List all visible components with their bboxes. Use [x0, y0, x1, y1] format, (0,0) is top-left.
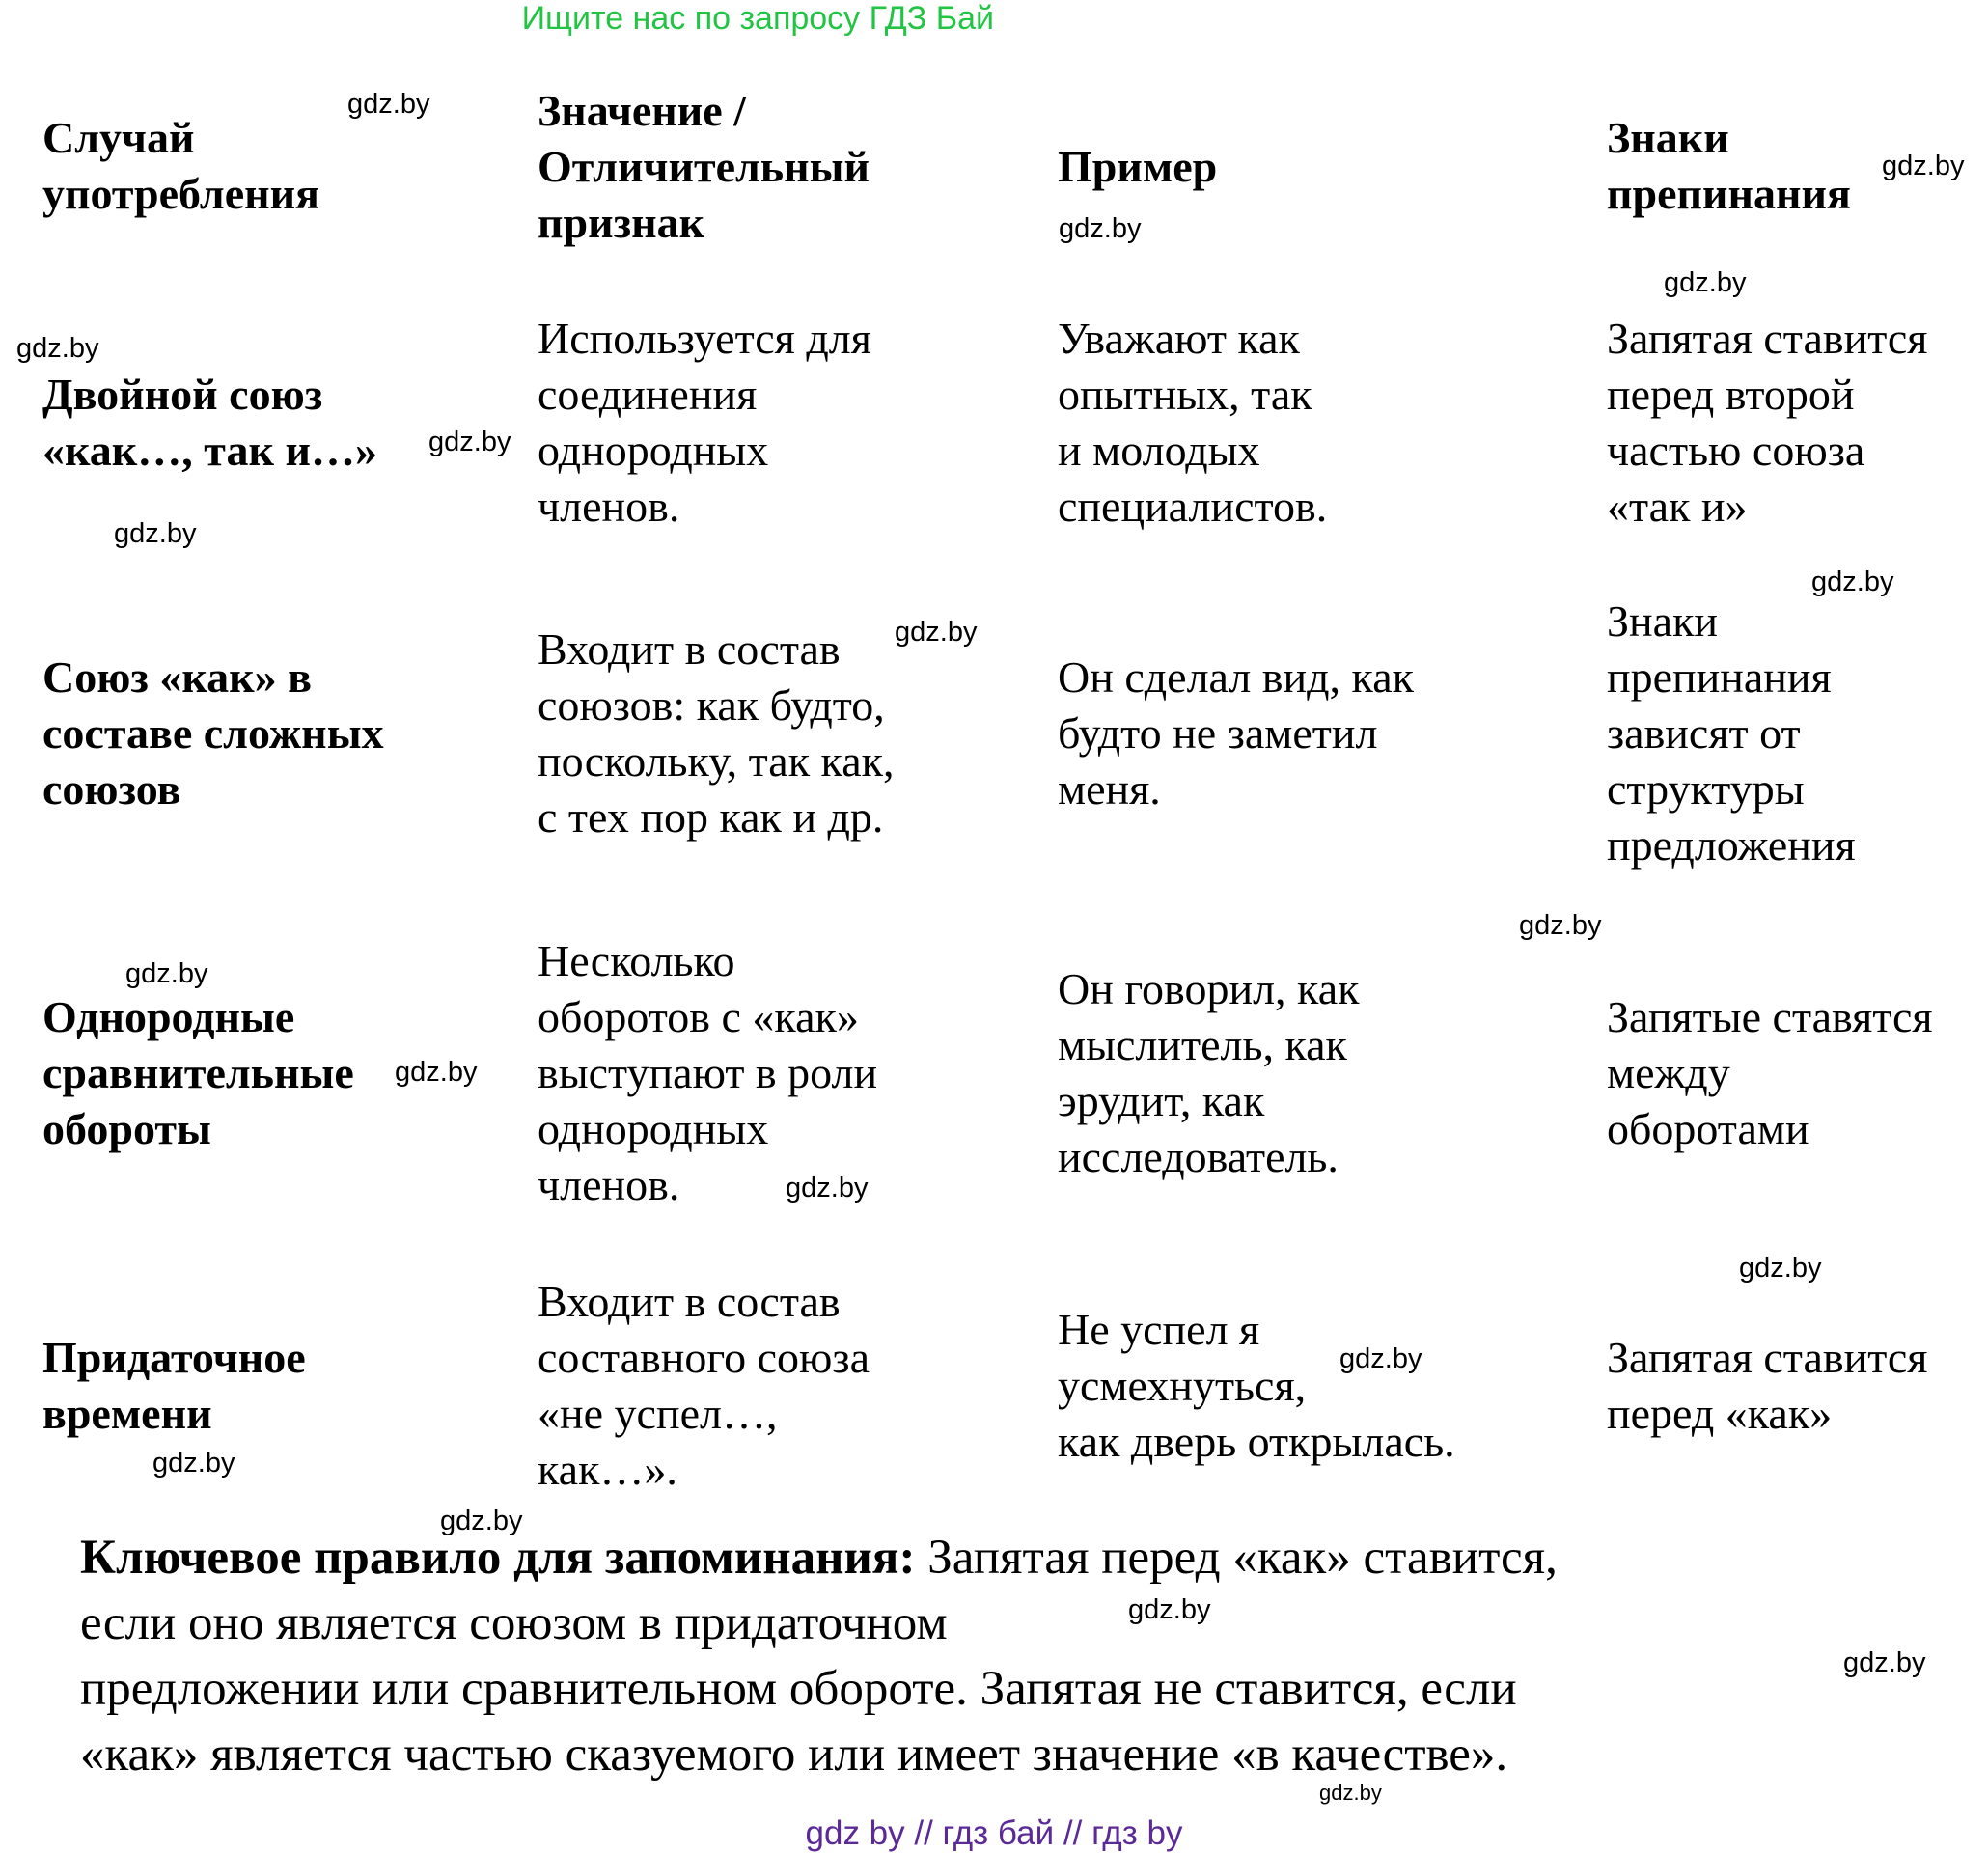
watermark: gdz.by [1128, 1594, 1211, 1625]
watermark: gdz.by [395, 1057, 478, 1088]
row4-punctuation: Запятая ставится перед «как» [1607, 1333, 1928, 1438]
header-punctuation: Знаки препинания [1607, 113, 1851, 218]
key-rule-line4: «как» является частью сказуемого или имеет значение «в качестве». [80, 1728, 1508, 1782]
header-case: Случай употребления [42, 113, 320, 218]
key-rule [80, 1525, 1808, 1787]
header-meaning: Значение / Отличительный признак [538, 86, 870, 247]
key-rule-line3: предложении или сравнительном обороте. Запятая не ставится, если [80, 1662, 1517, 1716]
row2-example: Он сделал вид, как будто не заметил меня. [1058, 652, 1414, 814]
watermark: gdz.by [1519, 910, 1602, 941]
watermark: gdz.by [125, 958, 208, 989]
row1-case: Двойной союз «как…, так и…» [42, 370, 377, 475]
watermark: gdz.by [895, 617, 978, 648]
watermark: gdz.by [16, 333, 99, 364]
watermark: gdz.by [1339, 1343, 1422, 1374]
watermark: gdz.by [1059, 213, 1142, 244]
watermark: gdz.by [114, 518, 197, 549]
row2-case: Союз «как» в составе сложных союзов [42, 652, 384, 814]
row3-case: Однородные сравнительные обороты [42, 992, 354, 1153]
row2-meaning: Входит в состав союзов: как будто, поскольку, так как, с тех пор как и др. [538, 624, 895, 842]
watermark: gdz.by [1664, 267, 1747, 298]
watermark: gdz.by [428, 427, 511, 457]
header-example: Пример [1058, 142, 1218, 191]
watermark: gdz.by [1319, 1781, 1382, 1805]
row4-meaning: Входит в состав составного союза «не успел…, как…». [538, 1277, 870, 1494]
row4-case: Придаточное времени [42, 1333, 306, 1438]
row1-punctuation: Запятая ставится перед второй частью союза «так и» [1607, 314, 1928, 531]
watermark: gdz.by [1739, 1253, 1822, 1284]
row3-example: Он говорил, как мыслитель, как эрудит, как исследователь. [1058, 964, 1360, 1181]
row1-meaning: Используется для соединения однородных членов. [538, 314, 871, 531]
row4-example: Не успел я усмехнуться, как дверь открылась. [1058, 1305, 1455, 1466]
row3-punctuation: Запятые ставятся между оборотами [1607, 992, 1933, 1153]
key-rule-line1: Запятая перед «как» ставится, [915, 1531, 1558, 1585]
footer-links: gdz by // гдз бай // гдз by [805, 1814, 1183, 1852]
watermark: gdz.by [152, 1448, 235, 1479]
watermark: gdz.by [1843, 1647, 1926, 1678]
watermark: gdz.by [1811, 567, 1894, 597]
row2-punctuation: Знаки препинания зависят от структуры предложения [1607, 596, 1856, 870]
search-banner: Ищите нас по запросу ГДЗ Бай [521, 0, 994, 37]
watermark: gdz.by [786, 1173, 869, 1203]
row3-meaning: Несколько оборотов с «как» выступают в роли однородных членов. [538, 936, 878, 1209]
key-rule-title: Ключевое правило для запоминания: [80, 1531, 916, 1585]
watermark: gdz.by [1882, 151, 1965, 181]
key-rule-line2: если оно является союзом в придаточном [80, 1596, 948, 1650]
watermark: gdz.by [347, 89, 430, 120]
watermark: gdz.by [440, 1506, 523, 1536]
row1-example: Уважают как опытных, так и молодых специалистов. [1058, 314, 1328, 531]
